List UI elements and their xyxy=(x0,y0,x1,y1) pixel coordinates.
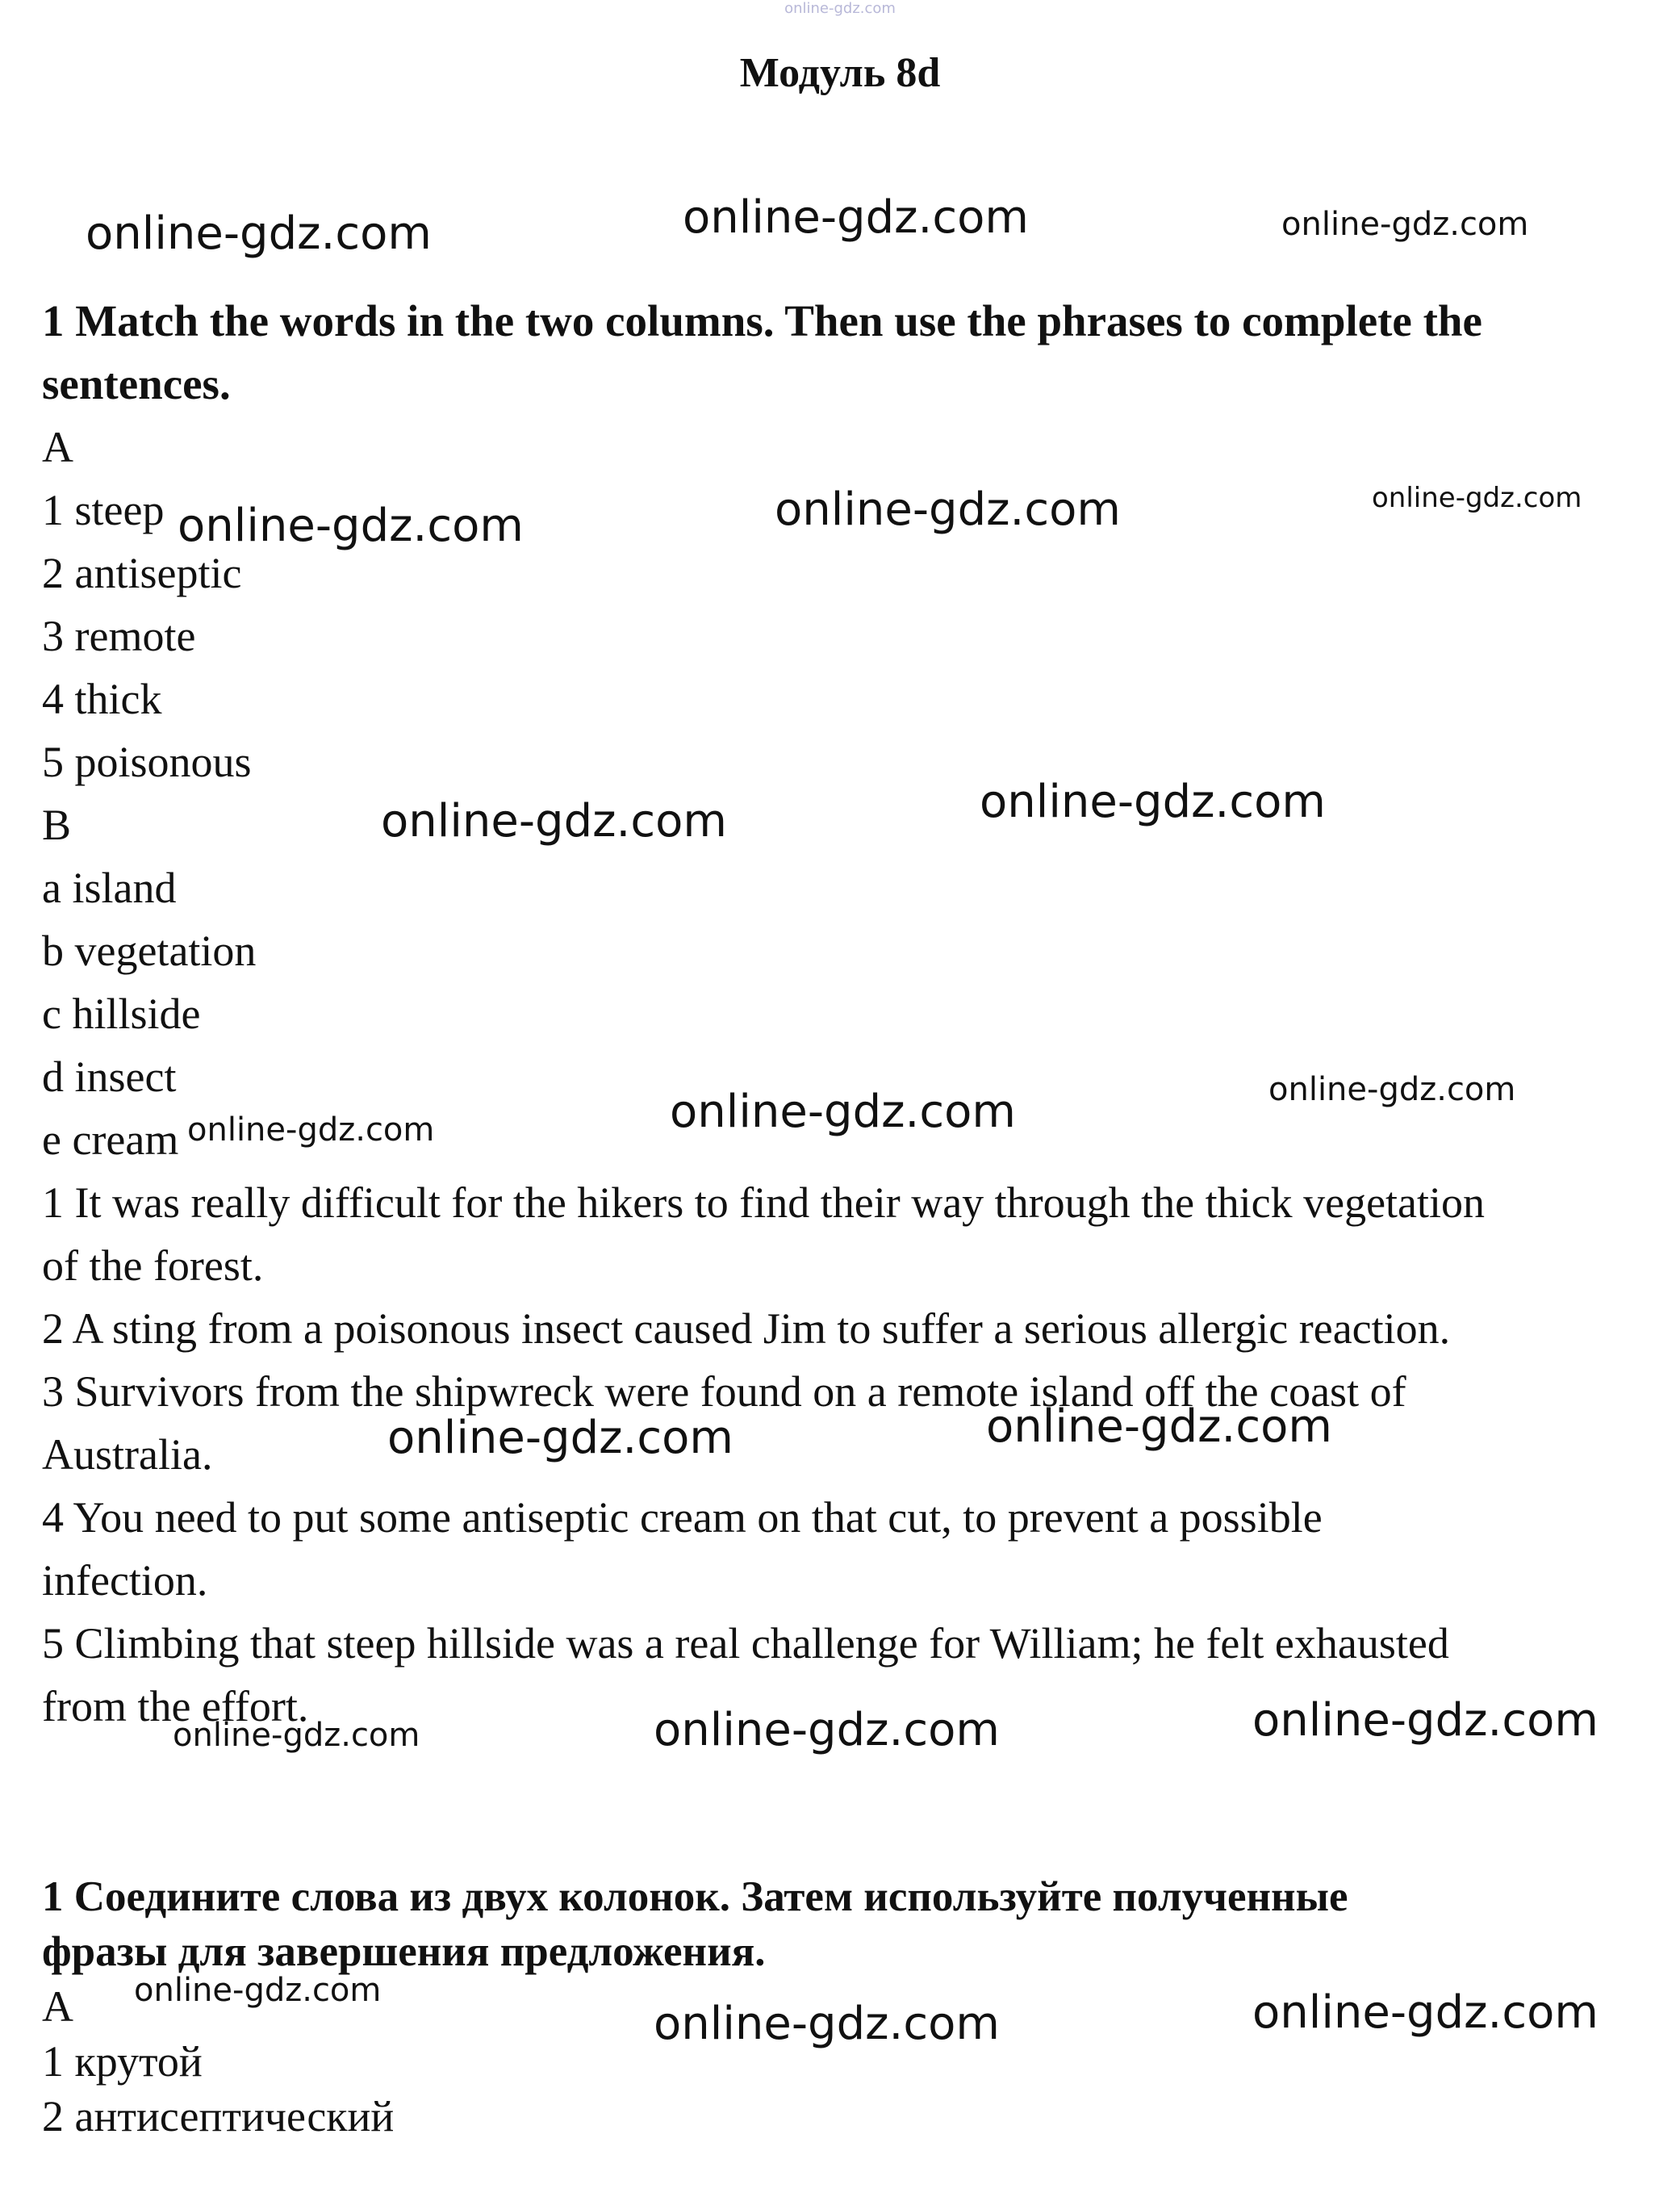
watermark-text: online-gdz.com xyxy=(178,500,524,552)
sentence-line: infection. xyxy=(42,1556,208,1605)
watermark-text: online-gdz.com xyxy=(1252,1986,1599,2039)
column-a-item: 3 remote xyxy=(42,612,196,660)
sentence-line: from the effort. xyxy=(42,1682,309,1730)
watermark-text: online-gdz.com xyxy=(683,191,1029,244)
sentence-line: 2 A sting from a poisonous insect caused Jim to suffer a serious allergic reaction. xyxy=(42,1304,1451,1353)
watermark-text: online-gdz.com xyxy=(670,1086,1016,1138)
watermark-text: online-gdz.com xyxy=(187,1111,435,1149)
watermark-text: online-gdz.com xyxy=(775,483,1121,536)
watermark-text: online-gdz.com xyxy=(654,1704,1000,1756)
column-a-label-ru: А xyxy=(42,1982,73,2031)
watermark-text: online-gdz.com xyxy=(1252,1694,1599,1747)
column-a-item: 1 steep xyxy=(42,486,165,534)
column-a-item-ru: 1 крутой xyxy=(42,2037,203,2086)
watermark-text: online-gdz.com xyxy=(1281,206,1529,243)
column-a-label: A xyxy=(42,423,73,471)
column-b-item: b vegetation xyxy=(42,927,257,975)
column-b-item: d insect xyxy=(42,1052,177,1101)
exercise-heading-line-2: sentences. xyxy=(42,359,231,408)
watermark-text: online-gdz.com xyxy=(86,207,432,260)
watermark-text: online-gdz.com xyxy=(1372,482,1582,514)
column-b-item: e cream xyxy=(42,1115,179,1164)
watermark-text: online-gdz.com xyxy=(986,1400,1332,1453)
watermark-text: online-gdz.com xyxy=(387,1412,733,1464)
exercise-ru-heading-line-2: фразы для завершения предложения. xyxy=(42,1928,766,1975)
watermark-text: online-gdz.com xyxy=(173,1717,420,1754)
exercise-ru-heading-line-1: 1 Соедините слова из двух колонок. Затем используйте полученные xyxy=(42,1873,1348,1920)
sentence-line: Australia. xyxy=(42,1430,213,1479)
column-a-item: 2 antiseptic xyxy=(42,549,242,597)
column-a-item-ru: 2 антисептический xyxy=(42,2092,395,2141)
watermark-text: online-gdz.com xyxy=(1268,1071,1516,1108)
exercise-heading-line-1: 1 Match the words in the two columns. Then use the phrases to complete the xyxy=(42,296,1482,345)
watermark-text: online-gdz.com xyxy=(134,1972,382,2009)
column-a-item: 4 thick xyxy=(42,675,162,723)
watermark-text: online-gdz.com xyxy=(980,776,1326,828)
top-watermark: online-gdz.com xyxy=(784,0,896,17)
sentence-line: of the forest. xyxy=(42,1241,264,1290)
watermark-text: online-gdz.com xyxy=(381,795,727,847)
sentence-line: 3 Survivors from the shipwreck were found on a remote island off the coast of xyxy=(42,1367,1406,1416)
watermark-text: online-gdz.com xyxy=(654,1998,1000,2050)
sentence-line: 5 Climbing that steep hillside was a real challenge for William; he felt exhausted xyxy=(42,1619,1449,1668)
page-title: Модуль 8d xyxy=(739,50,941,96)
sentence-line: 1 It was really difficult for the hikers to find their way through the thick vegetation xyxy=(42,1178,1486,1227)
column-b-item: c hillside xyxy=(42,990,201,1038)
column-b-label: B xyxy=(42,801,72,849)
column-b-item: a island xyxy=(42,864,177,912)
sentence-line: 4 You need to put some antiseptic cream on that cut, to prevent a possible xyxy=(42,1493,1323,1542)
column-a-item: 5 poisonous xyxy=(42,738,252,786)
